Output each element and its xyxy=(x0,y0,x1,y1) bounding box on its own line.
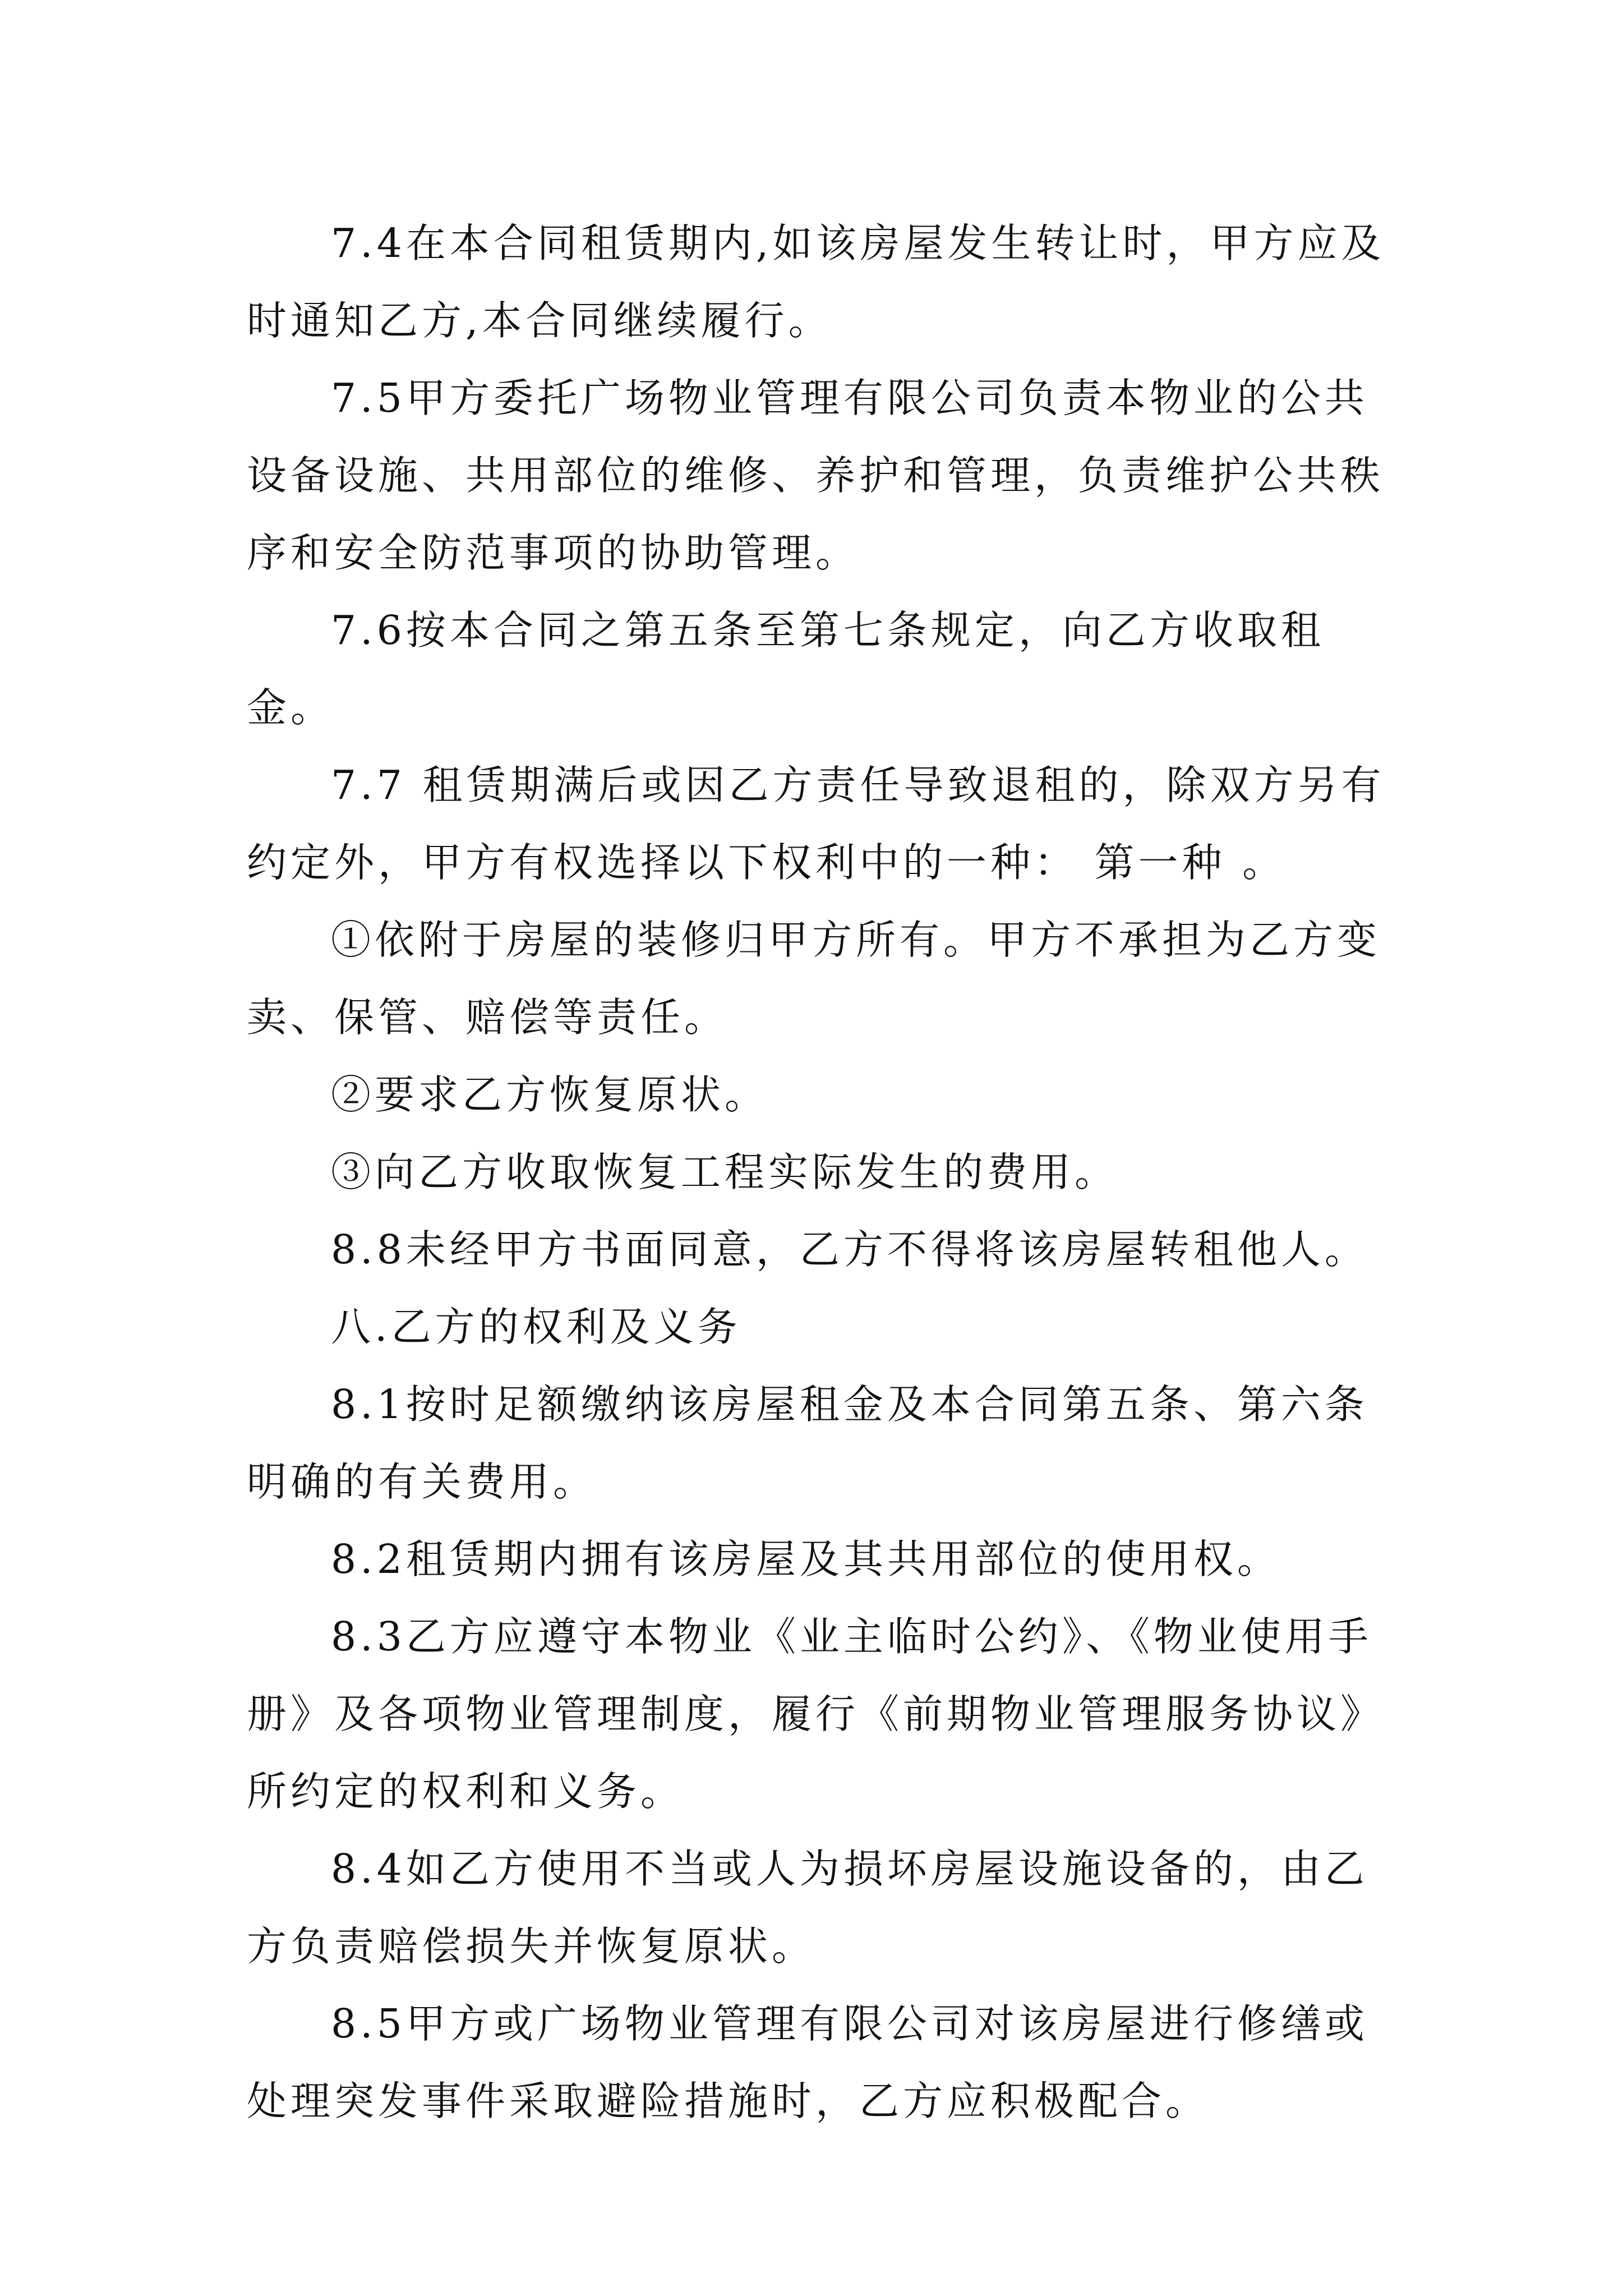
document-body xyxy=(247,205,1402,2140)
clause-7-4: 7.4在本合同租赁期内,如该房屋发生转让时，甲方应及时通知乙方,本合同继续履行。 xyxy=(247,220,1385,344)
clause-8-3: 8.3乙方应遵守本物业《业主临时公约》、《物业使用手册》及各项物业管理制度，履行《前期物业管理服务协议》所约定的权利和义务。 xyxy=(247,1613,1385,1815)
option-2: ②要求乙方恢复原状。 xyxy=(331,1071,769,1118)
clause-8-2: 8.2租赁期内拥有该房屋及其共用部位的使用权。 xyxy=(331,1536,1281,1582)
clause-8-1: 8.1按时足额缴纳该房屋租金及本合同第五条、第六条明确的有关费用。 xyxy=(247,1381,1368,1505)
option-3: ③向乙方收取恢复工程实际发生的费用。 xyxy=(331,1149,1119,1195)
clause-7-6: 7.6按本合同之第五条至第七条规定，向乙方收取租金。 xyxy=(247,607,1325,731)
section-heading-8: 八.乙方的权利及义务 xyxy=(331,1304,741,1350)
option-1: ①依附于房屋的装修归甲方所有。甲方不承担为乙方变卖、保管、赔偿等责任。 xyxy=(247,917,1381,1041)
clause-8-5: 8.5甲方或广场物业管理有限公司对该房屋进行修缮或处理突发事件采取避险措施时，乙方应积极配合。 xyxy=(247,2000,1368,2124)
clause-8-4: 8.4如乙方使用不当或人为损坏房屋设施设备的，由乙方负责赔偿损失并恢复原状。 xyxy=(247,1846,1368,1970)
clause-8-8: 8.8未经甲方书面同意，乙方不得将该房屋转租他人。 xyxy=(331,1226,1368,1273)
clause-7-5: 7.5甲方委托广场物业管理有限公司负责本物业的公共设备设施、共用部位的维修、养护和管理，负责维护公共秩序和安全防范事项的协助管理。 xyxy=(247,375,1385,576)
clause-7-7: 7.7 租赁期满后或因乙方责任导致退租的，除双方另有约定外，甲方有权选择以下权利中的一种： 第一种 。 xyxy=(247,762,1385,886)
